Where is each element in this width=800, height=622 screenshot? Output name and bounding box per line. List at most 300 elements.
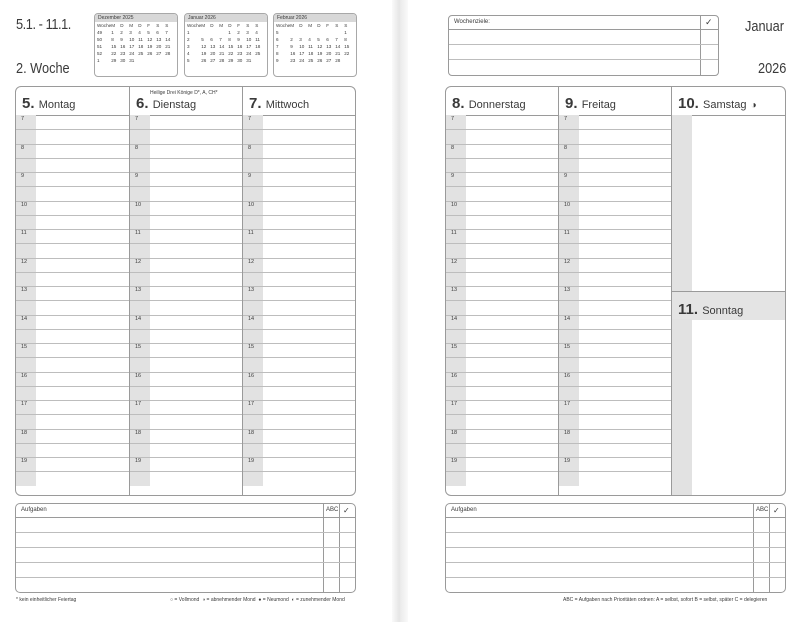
hour-label: 9: [248, 173, 252, 179]
calendar-week-row: [276, 43, 353, 50]
calendar-header-row: [276, 22, 353, 29]
calendar-cell: 16: [120, 44, 126, 49]
calendar-cell: 23: [237, 51, 243, 56]
half-hour-line: [243, 443, 355, 444]
half-hour-line: [446, 272, 558, 273]
calendar-cell: 26: [201, 58, 207, 63]
day-name: Donnerstag: [468, 99, 526, 111]
half-hour-line: [243, 129, 355, 130]
hour-label: 8: [248, 144, 252, 151]
mini-calendar-title: Januar 2026: [185, 14, 267, 22]
half-hour-line: [446, 443, 558, 444]
calendar-cell: 4: [308, 37, 311, 42]
half-hour-line: [559, 443, 671, 444]
calendar-cell: Woche: [187, 23, 202, 28]
row-line: [446, 517, 785, 518]
calendar-cell: 13: [156, 37, 162, 42]
calendar-cell: 15: [228, 44, 234, 49]
hour-label: 9: [135, 173, 139, 179]
column-divider: [700, 16, 701, 75]
hour-label: 9: [564, 173, 568, 179]
calendar-cell: 12: [317, 44, 323, 49]
half-hour-line: [446, 186, 558, 187]
calendar-cell: 52: [97, 51, 103, 56]
half-hour-line: [130, 386, 242, 387]
day-column-friday: [559, 87, 671, 495]
calendar-cell: 30: [237, 58, 243, 63]
row-line: [16, 547, 355, 548]
calendar-cell: 1: [111, 30, 114, 35]
half-hour-line: [559, 300, 671, 301]
calendar-cell: 51: [97, 44, 103, 49]
hour-label: 11: [451, 230, 457, 236]
calendar-cell: 26: [147, 51, 153, 56]
calendar-cell: 9: [290, 44, 293, 49]
calendar-cell: F: [237, 23, 241, 28]
calendar-cell: 21: [335, 51, 341, 56]
calendar-cell: 5: [317, 37, 320, 42]
calendar-cell: 3: [187, 44, 190, 49]
day-column-weekend: [672, 87, 785, 495]
hour-label: 16: [451, 372, 458, 379]
calendar-cell: 3: [299, 37, 302, 42]
day-number: 9.: [565, 95, 578, 112]
calendar-cell: 17: [299, 51, 305, 56]
calendar-cell: 17: [129, 44, 135, 49]
half-hour-line: [243, 300, 355, 301]
day-number: 6.: [136, 95, 149, 112]
hour-label: 16: [564, 372, 571, 379]
weekly-goals-box[interactable]: [448, 15, 719, 76]
calendar-cell: 3: [129, 30, 132, 35]
calendar-cell: 8: [344, 37, 347, 42]
hour-label: 16: [21, 372, 28, 379]
half-hour-line: [130, 129, 242, 130]
calendar-week-row: [276, 36, 353, 43]
hour-label: 10: [564, 201, 571, 208]
calendar-cell: 7: [219, 37, 222, 42]
calendar-cell: 31: [129, 58, 135, 63]
month-name: Januar: [745, 18, 784, 35]
calendar-cell: 28: [219, 58, 225, 63]
calendar-cell: 50: [97, 37, 103, 42]
calendar-cell: 17: [246, 44, 252, 49]
day-number: 7.: [249, 95, 262, 112]
calendar-week-row: [276, 50, 353, 57]
half-hour-line: [243, 329, 355, 330]
hour-label: 14: [135, 315, 142, 322]
hour-label: 19: [21, 458, 28, 464]
hour-label: 10: [248, 201, 255, 208]
calendar-cell: [147, 57, 156, 64]
abc-priority-label: ABC: [326, 507, 339, 513]
calendar-cell: 7: [335, 37, 338, 42]
calendar-cell: 49: [97, 30, 103, 35]
half-hour-line: [130, 357, 242, 358]
hour-label: 12: [21, 258, 28, 265]
calendar-cell: 5: [147, 30, 150, 35]
hour-label: 17: [135, 401, 142, 407]
sunday-writing-area[interactable]: [672, 320, 785, 495]
row-line: [446, 577, 785, 578]
day-name: Mittwoch: [265, 99, 310, 111]
half-hour-line: [446, 129, 558, 130]
half-hour-line: [559, 215, 671, 216]
calendar-cell: 25: [138, 51, 144, 56]
calendar-cell: Woche: [97, 23, 112, 28]
check-icon: ✓: [773, 506, 780, 515]
hour-label: 13: [21, 287, 28, 293]
day-number: 11.: [678, 301, 699, 318]
hour-label: 14: [21, 315, 28, 322]
right-day-grid: [445, 86, 786, 496]
half-hour-line: [243, 414, 355, 415]
calendar-cell: F: [147, 23, 151, 28]
hour-label: 10: [135, 201, 142, 208]
calendar-cell: 27: [156, 51, 162, 56]
calendar-cell: M: [129, 23, 134, 28]
calendar-week-row: [187, 29, 264, 36]
tasks-box[interactable]: [15, 503, 356, 593]
half-hour-line: [16, 300, 129, 301]
calendar-cell: [308, 29, 317, 36]
calendar-cell: 20: [210, 51, 216, 56]
new-moon-icon: ●: [258, 597, 262, 603]
legend-text: = Neumond: [262, 597, 289, 603]
hour-label: 14: [248, 315, 255, 322]
hour-label: 13: [451, 287, 458, 293]
calendar-week-row: [97, 29, 174, 36]
calendar-cell: 22: [344, 51, 350, 56]
hour-label: 12: [135, 258, 142, 265]
half-hour-line: [446, 300, 558, 301]
calendar-cell: [210, 29, 219, 36]
calendar-cell: 9: [237, 37, 240, 42]
calendar-cell: [219, 29, 228, 36]
calendar-cell: 28: [165, 51, 171, 56]
calendar-cell: 23: [120, 51, 126, 56]
half-hour-line: [130, 215, 242, 216]
calendar-cell: 6: [210, 37, 213, 42]
holiday-footnote: * kein einheitlicher Feiertag: [16, 597, 77, 603]
hour-label: 10: [21, 201, 28, 208]
hour-label: 15: [564, 344, 571, 350]
half-hour-line: [16, 443, 129, 444]
calendar-cell: 1: [228, 30, 231, 35]
half-hour-line: [130, 243, 242, 244]
calendar-cell: 22: [228, 51, 234, 56]
row-line: [16, 577, 355, 578]
half-hour-line: [16, 272, 129, 273]
hour-label: 15: [248, 344, 255, 350]
hour-label: 7: [564, 116, 568, 122]
calendar-cell: 27: [326, 58, 332, 63]
half-hour-line: [16, 386, 129, 387]
hour-label: 9: [451, 173, 455, 179]
calendar-header-row: [187, 22, 264, 29]
calendar-cell: 18: [138, 44, 144, 49]
half-hour-line: [16, 414, 129, 415]
half-hour-line: [16, 243, 129, 244]
calendar-cell: 19: [201, 51, 207, 56]
calendar-cell: 2: [187, 37, 190, 42]
saturday-writing-area[interactable]: [672, 116, 785, 291]
half-hour-line: [243, 357, 355, 358]
calendar-cell: 10: [299, 44, 305, 49]
day-number: 5.: [22, 95, 35, 112]
day-column-wednesday: [243, 87, 355, 495]
calendar-cell: 24: [246, 51, 252, 56]
half-hour-line: [16, 158, 129, 159]
day-name: Freitag: [581, 99, 616, 111]
calendar-cell: 29: [111, 58, 117, 63]
calendar-cell: 7: [276, 44, 279, 49]
row-line: [16, 562, 355, 563]
calendar-week-row: [276, 57, 353, 64]
calendar-week-row: [97, 36, 174, 43]
calendar-cell: 26: [317, 58, 323, 63]
calendar-cell: [344, 57, 353, 64]
hour-label: 12: [564, 258, 571, 265]
half-hour-line: [243, 243, 355, 244]
hour-label: 14: [451, 315, 458, 322]
half-hour-line: [243, 386, 355, 387]
calendar-cell: 20: [326, 51, 332, 56]
day-header: [559, 87, 671, 116]
half-hour-line: [243, 471, 355, 472]
day-header: [243, 87, 355, 116]
calendar-cell: 5: [187, 58, 190, 63]
mini-calendar-december: [94, 13, 178, 77]
calendar-cell: M: [201, 23, 206, 28]
hour-label: 11: [248, 230, 254, 236]
calendar-cell: M: [111, 23, 116, 28]
calendar-cell: D: [210, 23, 214, 28]
calendar-cell: M: [219, 23, 224, 28]
calendar-cell: 9: [276, 58, 279, 63]
row-line: [449, 59, 718, 60]
half-hour-line: [243, 186, 355, 187]
calendar-week-row: [276, 29, 353, 36]
calendar-cell: 24: [299, 58, 305, 63]
hour-label: 18: [135, 429, 142, 436]
day-name: Montag: [38, 99, 76, 111]
calendar-cell: [317, 29, 326, 36]
calendar-cell: 11: [255, 37, 260, 42]
calendar-cell: 8: [228, 37, 231, 42]
year-label: 2026: [758, 60, 787, 77]
calendar-cell: 15: [111, 44, 117, 49]
holiday-label: Heilige Drei Könige D*, A, CH*: [150, 90, 218, 96]
hour-label: 12: [248, 258, 255, 265]
half-hour-line: [130, 158, 242, 159]
calendar-cell: 14: [165, 37, 171, 42]
hour-label: 13: [135, 287, 142, 293]
calendar-cell: 29: [228, 58, 234, 63]
calendar-cell: Woche: [276, 23, 291, 28]
calendar-cell: 10: [246, 37, 252, 42]
hour-label: 19: [135, 458, 142, 464]
calendar-cell: 20: [156, 44, 162, 49]
half-hour-line: [16, 471, 129, 472]
hour-label: 11: [564, 230, 570, 236]
calendar-cell: 7: [165, 30, 168, 35]
half-hour-line: [559, 243, 671, 244]
calendar-cell: S: [255, 23, 259, 28]
calendar-cell: 21: [219, 51, 225, 56]
row-line: [16, 532, 355, 533]
half-hour-line: [130, 329, 242, 330]
day-header: [672, 87, 785, 116]
calendar-cell: 12: [147, 37, 153, 42]
calendar-cell: S: [156, 23, 160, 28]
hour-label: 12: [451, 258, 458, 265]
calendar-cell: [290, 29, 299, 36]
calendar-header-row: [97, 22, 174, 29]
hour-label: 15: [21, 344, 28, 350]
half-hour-line: [130, 300, 242, 301]
calendar-week-row: [187, 50, 264, 57]
hour-label: 17: [564, 401, 571, 407]
calendar-cell: 16: [237, 44, 243, 49]
half-hour-line: [243, 158, 355, 159]
hour-label: 19: [564, 458, 571, 464]
calendar-week-row: [187, 43, 264, 50]
row-line: [16, 517, 355, 518]
calendar-cell: [138, 57, 147, 64]
half-hour-line: [559, 158, 671, 159]
calendar-cell: 31: [246, 58, 252, 63]
half-hour-line: [130, 272, 242, 273]
calendar-week-row: [97, 43, 174, 50]
hour-label: 7: [135, 116, 139, 122]
half-hour-line: [243, 272, 355, 273]
half-hour-line: [559, 386, 671, 387]
calendar-cell: 2: [290, 37, 293, 42]
half-hour-line: [559, 129, 671, 130]
calendar-cell: D: [299, 23, 303, 28]
calendar-cell: 19: [317, 51, 323, 56]
hour-label: 8: [564, 144, 568, 151]
day-column-tuesday: [130, 87, 242, 495]
mini-calendar-february: [273, 13, 357, 77]
row-line: [446, 562, 785, 563]
calendar-cell: D: [317, 23, 321, 28]
waxing-moon-icon: ◐: [291, 597, 295, 603]
hour-label: 7: [21, 116, 25, 122]
half-hour-line: [559, 471, 671, 472]
tasks-label: Aufgaben: [451, 507, 477, 513]
calendar-cell: 4: [255, 30, 258, 35]
row-line: [449, 44, 718, 45]
day-column-thursday: [446, 87, 558, 495]
calendar-cell: 25: [255, 51, 261, 56]
calendar-cell: 5: [276, 30, 279, 35]
calendar-cell: 25: [308, 58, 314, 63]
hour-label: 18: [248, 429, 255, 436]
calendar-cell: S: [344, 23, 348, 28]
waning-moon-icon: ◑: [202, 597, 206, 603]
calendar-cell: 1: [344, 30, 347, 35]
half-hour-line: [16, 186, 129, 187]
calendar-cell: 24: [129, 51, 135, 56]
half-hour-line: [446, 414, 558, 415]
legend-text: = abnehmender Mond: [206, 597, 256, 603]
hour-label: 15: [135, 344, 142, 350]
calendar-cell: 4: [138, 30, 141, 35]
calendar-cell: 1: [187, 30, 190, 35]
half-hour-line: [16, 129, 129, 130]
calendar-cell: S: [165, 23, 169, 28]
day-name: Sonntag: [702, 305, 744, 317]
hour-label: 14: [564, 315, 571, 322]
day-number: 10.: [678, 95, 699, 112]
calendar-cell: [165, 57, 174, 64]
half-hour-line: [130, 186, 242, 187]
mini-calendar-title: Februar 2026: [274, 14, 356, 22]
day-header: [130, 87, 242, 116]
hour-label: 13: [564, 287, 571, 293]
priority-footnote: ABC = Aufgaben nach Prioritäten ordnen: A = selbst, sofort B = selbst, später C = delegieren: [563, 597, 768, 603]
tasks-box[interactable]: [445, 503, 786, 593]
calendar-cell: 27: [210, 58, 216, 63]
calendar-cell: M: [290, 23, 295, 28]
hour-label: 18: [21, 429, 28, 436]
calendar-cell: D: [228, 23, 232, 28]
day-name: Samstag: [703, 99, 747, 111]
abc-priority-label: ABC: [756, 507, 769, 513]
calendar-week-row: [187, 57, 264, 64]
calendar-cell: 19: [147, 44, 153, 49]
half-hour-line: [446, 471, 558, 472]
day-column-monday: [16, 87, 129, 495]
left-day-grid: [15, 86, 356, 496]
calendar-week-row: [97, 50, 174, 57]
hour-label: 16: [135, 372, 142, 379]
hour-label: 11: [135, 230, 141, 236]
calendar-cell: M: [308, 23, 313, 28]
half-hour-line: [559, 414, 671, 415]
calendar-cell: 2: [237, 30, 240, 35]
calendar-cell: 30: [120, 58, 126, 63]
half-hour-line: [16, 215, 129, 216]
calendar-cell: 28: [335, 58, 341, 63]
calendar-cell: [255, 57, 264, 64]
hour-label: 17: [248, 401, 255, 407]
full-moon-icon: ○: [170, 597, 174, 603]
mini-calendar-table: [276, 22, 353, 64]
calendar-cell: 11: [308, 44, 313, 49]
half-hour-line: [16, 357, 129, 358]
mini-calendar-january: [184, 13, 268, 77]
weekly-goals-label: Wochenziele:: [454, 19, 490, 25]
day-name: Dienstag: [152, 99, 197, 111]
half-hour-line: [130, 443, 242, 444]
moon-legend: [170, 597, 345, 603]
half-hour-line: [559, 357, 671, 358]
calendar-cell: 10: [129, 37, 135, 42]
half-hour-line: [446, 243, 558, 244]
calendar-cell: 18: [308, 51, 314, 56]
hour-label: 8: [451, 144, 455, 151]
calendar-cell: 21: [165, 44, 171, 49]
calendar-cell: 2: [120, 30, 123, 35]
tasks-label: Aufgaben: [21, 507, 47, 513]
hour-label: 16: [248, 372, 255, 379]
calendar-cell: 11: [138, 37, 143, 42]
half-hour-line: [559, 272, 671, 273]
hour-label: 15: [451, 344, 458, 350]
